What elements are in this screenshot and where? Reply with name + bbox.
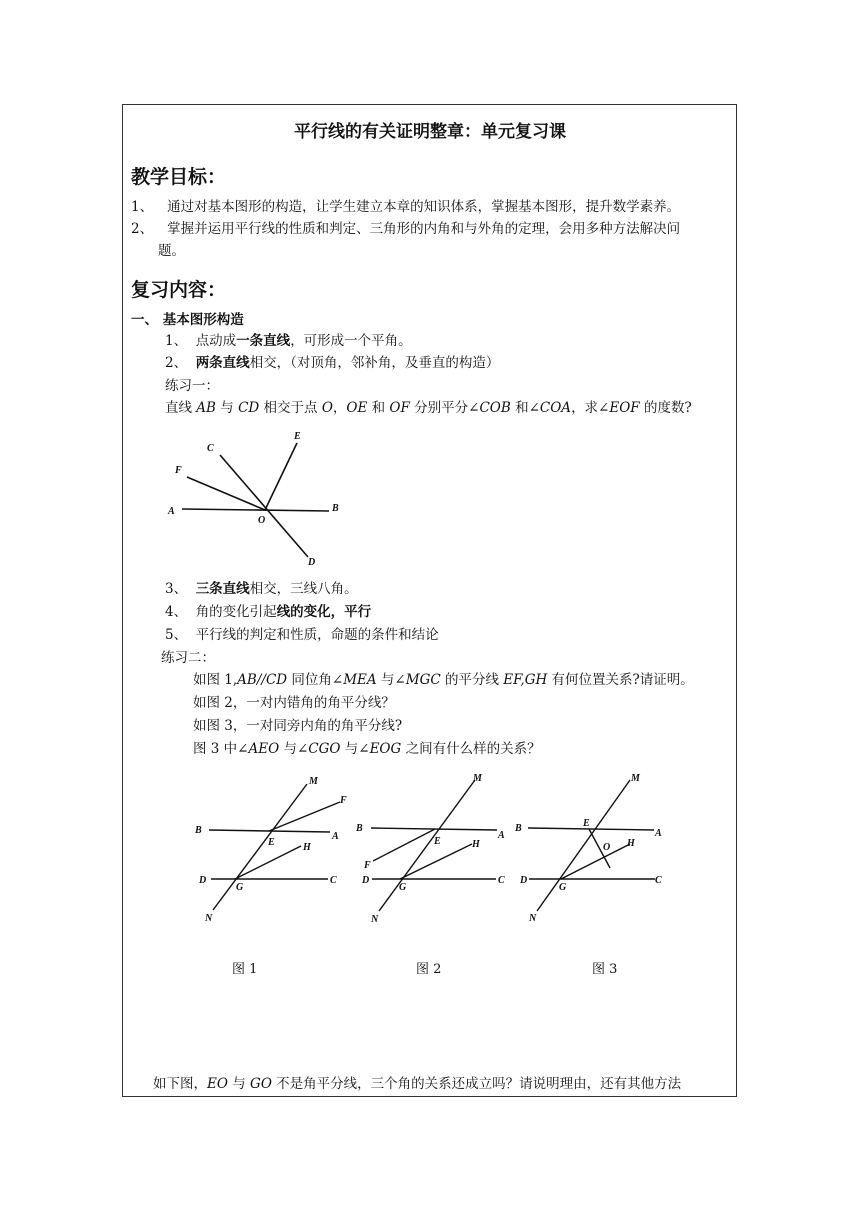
point-2-num: 2、 — [165, 355, 188, 371]
fig1-label-f: F — [340, 795, 347, 806]
review-heading: 复习内容： — [131, 279, 227, 301]
exercise-2-q3: 如图 3，一对同旁内角的角平分线? — [193, 718, 403, 734]
q4-eog: EOG — [369, 741, 402, 757]
fig3-line-ab — [528, 828, 654, 830]
point-4-bold: 线的变化，平行 — [276, 604, 372, 620]
fig2-line-mn — [379, 780, 475, 911]
ex1-o: O — [321, 400, 333, 416]
label-b: B — [332, 503, 339, 514]
figure-1-caption: 图 1 — [232, 962, 258, 977]
fig2-ray-gh — [400, 844, 472, 879]
fig2-label-c: C — [498, 875, 505, 886]
last-t1: 如下图， — [153, 1076, 207, 1092]
point-2 — [165, 353, 499, 373]
q4-cgo: CGO — [308, 741, 341, 757]
section-1-heading: 一、 基本图形构造 — [131, 312, 244, 328]
fig1-label-n: N — [205, 913, 213, 924]
figure-3 — [512, 768, 682, 928]
fig1-label-b: B — [195, 825, 202, 836]
exercise-1-question — [165, 398, 692, 418]
q1-t3: 与∠ — [376, 672, 406, 688]
q4-t1: 图 3 中∠ — [193, 741, 249, 757]
exercise-1-label: 练习一： — [165, 378, 219, 394]
exercise-2-q2: 如图 2，一对内错角的角平分线？ — [193, 695, 395, 711]
goal-2-num: 2、 — [131, 221, 154, 237]
fig2-label-h: H — [472, 839, 480, 850]
fig1-label-c: C — [330, 875, 337, 886]
fig3-label-e: E — [583, 818, 590, 829]
fig3-label-m: M — [631, 773, 640, 784]
fig2-label-d: D — [362, 875, 370, 886]
ex1-t3: 相交于点 — [259, 400, 322, 416]
label-d: D — [308, 557, 316, 568]
fig3-label-c: C — [655, 875, 662, 886]
goal-2-continuation: 题。 — [158, 243, 185, 259]
exercise-2-q4 — [193, 739, 541, 759]
last-eo: EO — [207, 1076, 228, 1092]
fig1-label-a: A — [332, 831, 339, 842]
ex1-coa: COA — [539, 400, 572, 416]
ex1-t9: 的度数? — [639, 400, 692, 416]
goal-2-text: 掌握并运用平行线的性质和判定、三角形的内角和与外角的定理，会用多种方法解决问 — [167, 221, 681, 237]
exercise-2-label: 练习二： — [161, 650, 215, 666]
fig1-label-g: G — [236, 882, 244, 893]
q1-t5: 有何位置关系?请证明。 — [547, 672, 694, 688]
goal-item-1 — [131, 197, 680, 217]
point-1-num: 1、 — [165, 333, 188, 349]
point-4 — [165, 602, 371, 622]
intersecting-lines-figure — [160, 425, 360, 575]
point-3 — [165, 579, 358, 599]
point-5-text: 平行线的判定和性质，命题的条件和结论 — [195, 627, 439, 643]
point-1-bold: 一条直线 — [236, 333, 291, 349]
q4-t4: 之间有什么样的关系？ — [401, 741, 541, 757]
ex1-eof: EOF — [609, 400, 640, 416]
ex1-cob: COB — [479, 400, 511, 416]
page-title: 平行线的有关证明整章：单元复习课 — [294, 122, 566, 142]
ray-oe — [265, 443, 297, 510]
ex1-t6: 分别平分∠ — [409, 400, 480, 416]
ex1-cd: CD — [238, 400, 260, 416]
exercise-2-q1 — [193, 670, 694, 690]
fig2-label-a: A — [498, 830, 505, 841]
fig2-label-b: B — [356, 823, 363, 834]
q4-aeo: AEO — [248, 741, 280, 757]
ex1-oe: OE — [346, 400, 368, 416]
point-1-post: ，可形成一个平角。 — [290, 333, 412, 349]
fig3-label-n: N — [529, 913, 537, 924]
point-3-num: 3、 — [165, 581, 188, 597]
figure-2-caption: 图 2 — [416, 962, 442, 977]
point-3-bold: 三条直线 — [195, 581, 250, 597]
ex1-ab: AB — [196, 400, 216, 416]
line-cd — [220, 455, 308, 557]
fig3-label-a: A — [655, 828, 662, 839]
fig2-label-m: M — [473, 773, 482, 784]
goal-item-2 — [131, 219, 680, 239]
fig3-label-h: H — [627, 838, 635, 849]
point-5 — [165, 625, 439, 645]
point-1 — [165, 331, 412, 351]
fig3-line-mn — [537, 780, 630, 911]
point-3-post: 相交，三线八角。 — [249, 581, 358, 597]
fig1-line-mn — [213, 784, 307, 910]
fig1-label-h: H — [303, 842, 311, 853]
point-2-post: 相交，（对顶角，邻补角，及垂直的构造） — [249, 355, 500, 371]
fig1-label-m: M — [309, 776, 318, 787]
q1-abcd: AB//CD — [237, 672, 288, 688]
ex1-t2: 与 — [215, 400, 239, 416]
label-e: E — [294, 431, 301, 442]
follow-up-question — [153, 1074, 681, 1094]
fig1-label-d: D — [199, 875, 207, 886]
q4-t3: 与∠ — [340, 741, 370, 757]
q4-t2: 与∠ — [279, 741, 309, 757]
label-c: C — [207, 443, 214, 454]
point-4-num: 4、 — [165, 604, 188, 620]
fig2-label-g: G — [399, 882, 407, 893]
line-ab — [182, 509, 329, 511]
figure-1 — [185, 768, 355, 928]
ex1-t1: 直线 — [165, 400, 197, 416]
point-4-pre: 角的变化引起 — [195, 604, 277, 620]
fig2-label-e: E — [434, 836, 441, 847]
figure-2 — [350, 768, 520, 928]
last-go: GO — [250, 1076, 272, 1092]
goal-1-text: 通过对基本图形的构造，让学生建立本章的知识体系，掌握基本图形，提升数学素养。 — [167, 199, 681, 215]
fig1-ray-gh — [235, 846, 301, 879]
ex1-t8: ，求∠ — [571, 400, 610, 416]
goals-heading: 教学目标： — [131, 166, 227, 188]
fig3-label-o: O — [603, 842, 611, 853]
label-o: O — [258, 515, 266, 526]
fig2-label-n: N — [371, 914, 379, 925]
fig3-label-g: G — [559, 882, 567, 893]
fig1-ray-ef — [269, 802, 340, 831]
label-a: A — [168, 506, 175, 517]
q1-t1: 如图 1, — [193, 672, 238, 688]
last-t3: 不是角平分线，三个角的关系还成立吗？请说明理由，还有其他方法 — [271, 1076, 682, 1092]
fig3-label-b: B — [515, 823, 522, 834]
figure-3-caption: 图 3 — [592, 962, 618, 977]
fig3-label-d: D — [520, 875, 528, 886]
content-frame — [122, 104, 737, 1097]
fig2-label-f: F — [364, 860, 371, 871]
q1-t2: 同位角∠ — [287, 672, 344, 688]
ex1-of: OF — [389, 400, 410, 416]
point-2-bold: 两条直线 — [195, 355, 250, 371]
point-5-num: 5、 — [165, 627, 188, 643]
q1-t4: 的平分线 — [440, 672, 504, 688]
last-t2: 与 — [227, 1076, 251, 1092]
ex1-t5: 和 — [367, 400, 390, 416]
q1-mgc: MGC — [405, 672, 441, 688]
fig1-label-e: E — [268, 837, 275, 848]
ex1-t4: ， — [332, 400, 347, 416]
label-f: F — [175, 465, 182, 476]
ex1-t7: 和∠ — [510, 400, 540, 416]
goal-1-num: 1、 — [131, 199, 154, 215]
point-1-pre: 点动成 — [195, 333, 237, 349]
q1-efgh: EF,GH — [503, 672, 548, 688]
fig2-ray-ef — [373, 829, 435, 861]
q1-mea: MEA — [343, 672, 377, 688]
